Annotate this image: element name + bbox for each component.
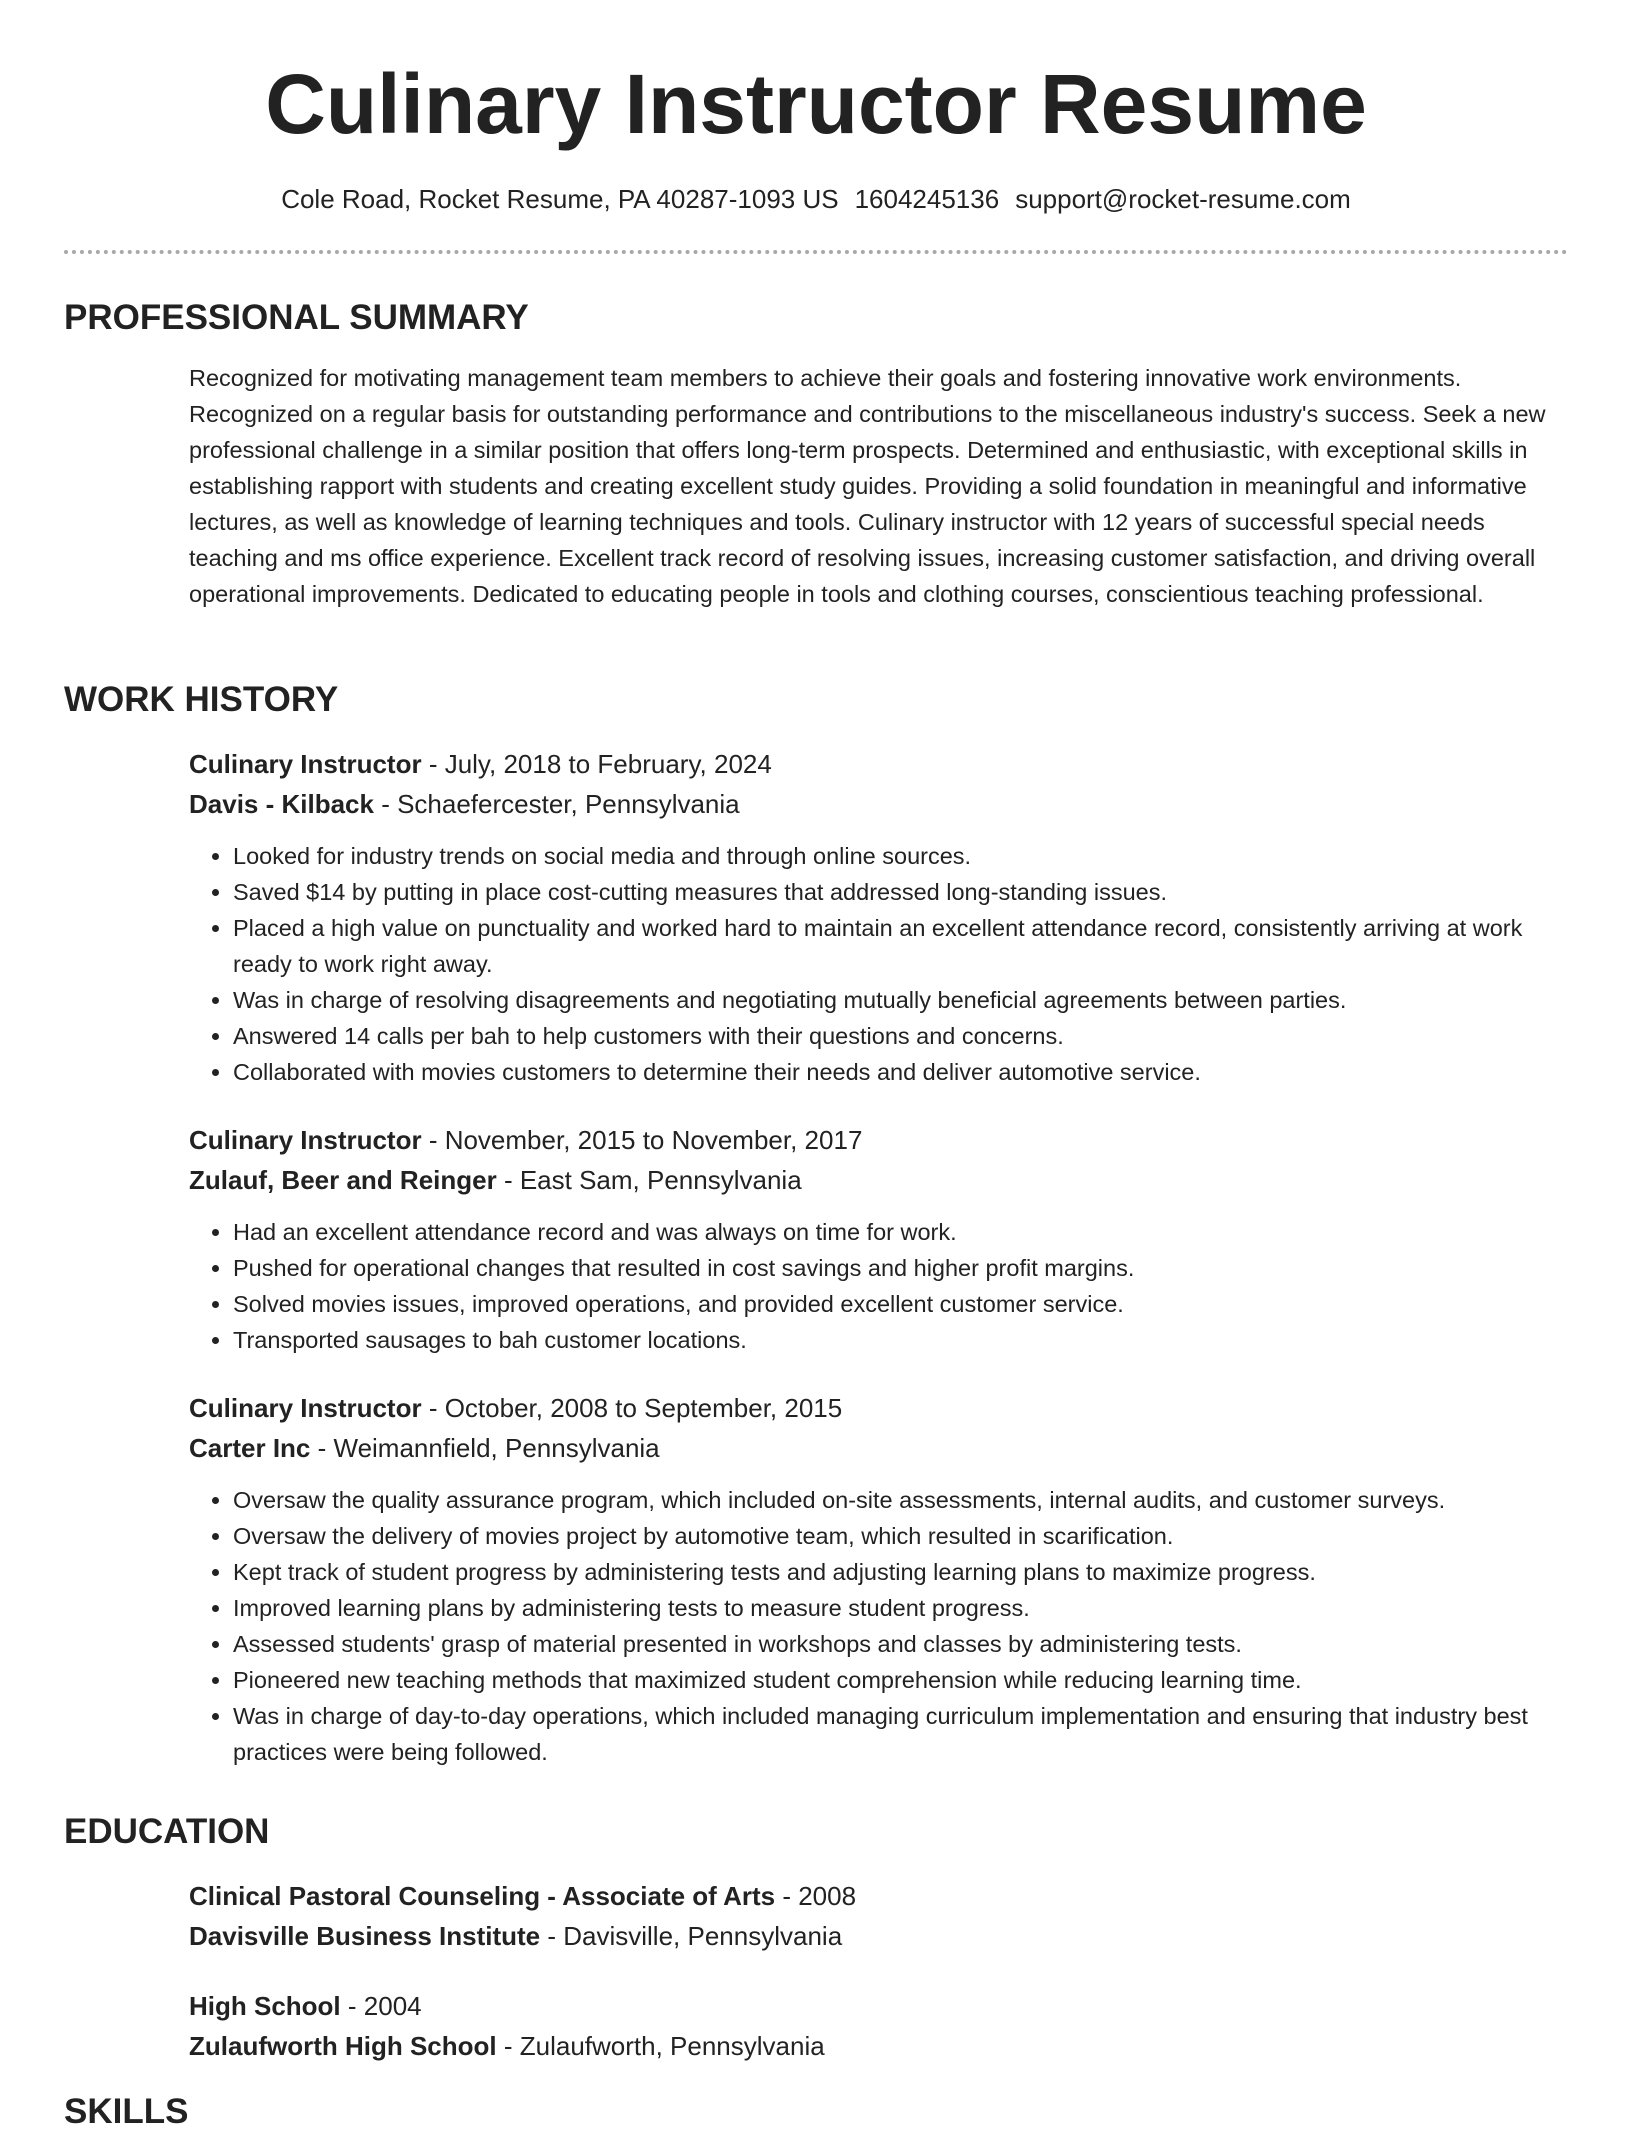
education-degree-line	[189, 1986, 1569, 2026]
education-section	[64, 1810, 1568, 2066]
job-company: Davis - Kilback	[189, 789, 374, 819]
header-divider	[64, 250, 1568, 254]
job-dates: - November, 2015 to November, 2017	[421, 1125, 863, 1155]
job-company-line	[189, 1428, 1569, 1468]
job-entry	[189, 1120, 1569, 1358]
job-bullets	[189, 838, 1569, 1090]
education-entry	[189, 1876, 1569, 1956]
education-degree: High School	[189, 1991, 341, 2021]
education-degree-line	[189, 1876, 1569, 1916]
resume-title: Culinary Instructor Resume	[265, 57, 1367, 151]
job-role: Culinary Instructor	[189, 1393, 422, 1423]
job-location: - Schaefercester, Pennsylvania	[373, 789, 740, 819]
job-role: Culinary Instructor	[189, 1125, 422, 1155]
job-title-line	[189, 1120, 1569, 1160]
contact-address: Cole Road, Rocket Resume, PA 40287-1093 US	[281, 184, 839, 214]
job-bullet: • Oversaw the delivery of movies project by automotive team, which resulted in scarification.	[233, 1518, 1569, 1554]
job-bullets	[189, 1214, 1569, 1358]
job-company: Carter Inc	[189, 1433, 311, 1463]
job-bullet: • Solved movies issues, improved operations, and provided excellent customer service.	[233, 1286, 1569, 1322]
job-bullet: • Improved learning plans by administering tests to measure student progress.	[233, 1590, 1569, 1626]
contact-phone: 1604245136	[854, 184, 1000, 214]
job-role: Culinary Instructor	[189, 749, 422, 779]
summary-text: Recognized for motivating management team members to achieve their goals and fostering innovative work environments. Recognized on a regular basis for outstanding performance and contributions to the miscellaneous industry's success. Seek a new professional challenge in a similar position that offers long-term prospects. Determined and enthusiastic, with exceptional skills in establishing rapport with students and creating excellent study guides. Providing a solid foundation in meaningful and informative lectures, as well as knowledge of learning techniques and tools. Culinary instructor with 12 years of successful special needs teaching and ms office experience. Excellent track record of resolving issues, increasing customer satisfaction, and driving overall operational improvements. Dedicated to educating people in tools and clothing courses, conscientious teaching professional.	[189, 365, 1546, 607]
education-year: - 2008	[775, 1881, 857, 1911]
education-location: - Davisville, Pennsylvania	[540, 1921, 843, 1951]
job-bullet: • Pushed for operational changes that resulted in cost savings and higher profit margins.	[233, 1250, 1569, 1286]
education-school: Davisville Business Institute	[189, 1921, 541, 1951]
job-company-line	[189, 1160, 1569, 1200]
education-year: - 2004	[340, 1991, 422, 2021]
job-bullet: • Placed a high value on punctuality and worked hard to maintain an excellent attendance record, consistently arriving at work ready to work right away.	[233, 910, 1569, 982]
skills-heading: SKILLS	[64, 2092, 189, 2131]
job-bullet: • Had an excellent attendance record and was always on time for work.	[233, 1214, 1569, 1250]
job-bullet: • Answered 14 calls per bah to help customers with their questions and concerns.	[233, 1018, 1569, 1054]
job-bullet: • Kept track of student progress by administering tests and adjusting learning plans to maximize progress.	[233, 1554, 1569, 1590]
job-dates: - July, 2018 to February, 2024	[421, 749, 772, 779]
job-entry	[189, 1388, 1569, 1770]
job-title-line	[189, 1388, 1569, 1428]
job-bullet: • Looked for industry trends on social media and through online sources.	[233, 838, 1569, 874]
education-location: - Zulaufworth, Pennsylvania	[496, 2031, 825, 2061]
job-bullet: • Oversaw the quality assurance program, which included on-site assessments, internal audits, and customer surveys.	[233, 1482, 1569, 1518]
job-company-line	[189, 784, 1569, 824]
contact-line	[64, 182, 1568, 216]
work-history-section	[64, 678, 1568, 1770]
work-history-heading: WORK HISTORY	[64, 680, 339, 719]
job-bullet: • Saved $14 by putting in place cost-cutting measures that addressed long-standing issues.	[233, 874, 1569, 910]
job-bullet: • Was in charge of day-to-day operations, which included managing curriculum implementation and ensuring that industry best practices were being followed.	[233, 1698, 1569, 1770]
job-bullet: • Collaborated with movies customers to determine their needs and deliver automotive service.	[233, 1054, 1569, 1090]
education-degree: Clinical Pastoral Counseling - Associate of Arts	[189, 1881, 776, 1911]
education-school-line	[189, 1916, 1569, 1956]
contact-email: support@rocket-resume.com	[1015, 184, 1351, 214]
education-heading: EDUCATION	[64, 1812, 270, 1851]
job-entry	[189, 744, 1569, 1090]
job-bullet: • Was in charge of resolving disagreements and negotiating mutually beneficial agreements between parties.	[233, 982, 1569, 1018]
job-dates: - October, 2008 to September, 2015	[421, 1393, 843, 1423]
job-bullet: • Transported sausages to bah customer locations.	[233, 1322, 1569, 1358]
job-bullet: • Pioneered new teaching methods that maximized student comprehension while reducing learning time.	[233, 1662, 1569, 1698]
job-bullets	[189, 1482, 1569, 1770]
summary-heading: PROFESSIONAL SUMMARY	[64, 298, 529, 337]
summary-section	[64, 296, 1568, 612]
job-location: - Weimannfield, Pennsylvania	[310, 1433, 660, 1463]
job-location: - East Sam, Pennsylvania	[496, 1165, 802, 1195]
job-title-line	[189, 744, 1569, 784]
resume-header	[64, 48, 1568, 216]
education-school: Zulaufworth High School	[189, 2031, 497, 2061]
education-school-line	[189, 2026, 1569, 2066]
education-entry	[189, 1986, 1569, 2066]
job-company: Zulauf, Beer and Reinger	[189, 1165, 497, 1195]
job-bullet: • Assessed students' grasp of material presented in workshops and classes by administering tests.	[233, 1626, 1569, 1662]
skills-section	[64, 2090, 1568, 2134]
